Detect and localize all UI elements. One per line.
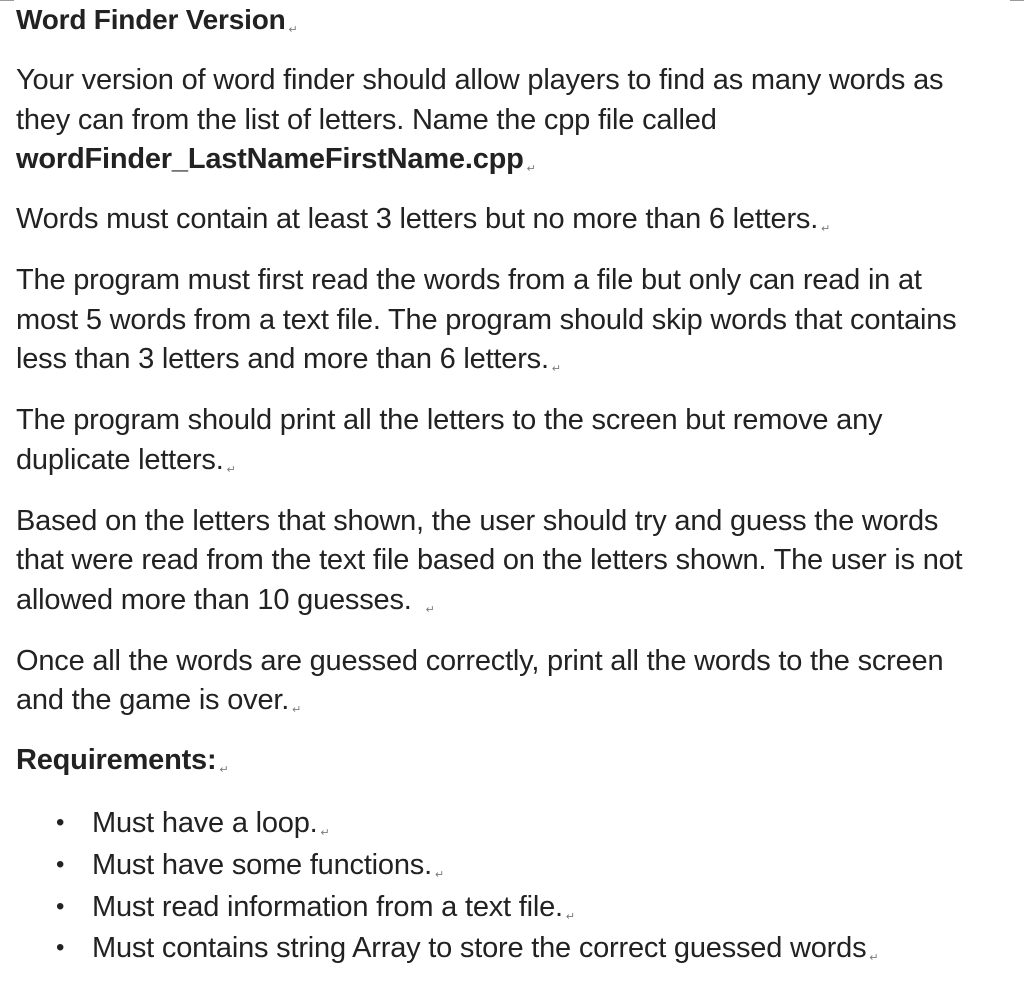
bullet-icon: • <box>56 934 65 961</box>
end-line-1: Once all the words are guessed correctly, print all the words to the screen <box>16 645 944 677</box>
bullet-icon: • <box>56 893 65 920</box>
requirement-text: Must have some functions. <box>92 849 432 881</box>
paragraph-mark-icon <box>821 209 830 249</box>
corner-mark-right <box>1010 0 1024 1</box>
end-line-2: and the game is over.↵ <box>16 680 301 730</box>
guess-line-1: Based on the letters that shown, the user should try and guess the words <box>16 505 939 537</box>
requirement-text: Must read information from a text file. <box>92 891 563 923</box>
requirements-heading: Requirements:↵ <box>16 740 228 790</box>
filename-line: wordFinder_LastNameFirstName.cpp↵ <box>16 139 536 189</box>
paragraph-mark-icon <box>219 750 228 790</box>
print-line-1: The program should print all the letters to the screen but remove any <box>16 404 883 436</box>
paragraph-mark-icon <box>227 450 236 490</box>
guess-line-2: that were read from the text file based on the letters shown. The user is not <box>16 544 963 576</box>
rule-length-line: Words must contain at least 3 letters but no more than 6 letters.↵ <box>16 199 830 249</box>
bullet-icon: • <box>56 851 65 878</box>
paragraph-mark-icon <box>426 590 435 630</box>
guess-line-3: allowed more than 10 guesses.↵ <box>16 580 435 630</box>
document-title: Word Finder Version↵ <box>16 0 298 50</box>
corner-mark-left <box>0 0 14 1</box>
requirement-text: Must have a loop. <box>92 807 318 839</box>
paragraph-mark-icon <box>552 349 561 389</box>
paragraph-mark-icon <box>869 938 878 978</box>
paragraph-mark-icon <box>527 149 536 189</box>
requirement-text: Must contains string Array to store the correct guessed words <box>92 932 867 964</box>
read-line-3: less than 3 letters and more than 6 letters.↵ <box>16 339 561 389</box>
read-line-1: The program must first read the words from a file but only can read in at <box>16 264 922 296</box>
paragraph-mark-icon <box>292 690 301 730</box>
read-line-2: most 5 words from a text file. The program should skip words that contains <box>16 304 957 336</box>
bullet-icon: • <box>56 809 65 836</box>
intro-line-2: they can from the list of letters. Name the cpp file called <box>16 104 717 136</box>
intro-line-1: Your version of word finder should allow players to find as many words as <box>16 64 944 96</box>
print-line-2: duplicate letters.↵ <box>16 440 236 490</box>
paragraph-mark-icon <box>289 10 298 50</box>
